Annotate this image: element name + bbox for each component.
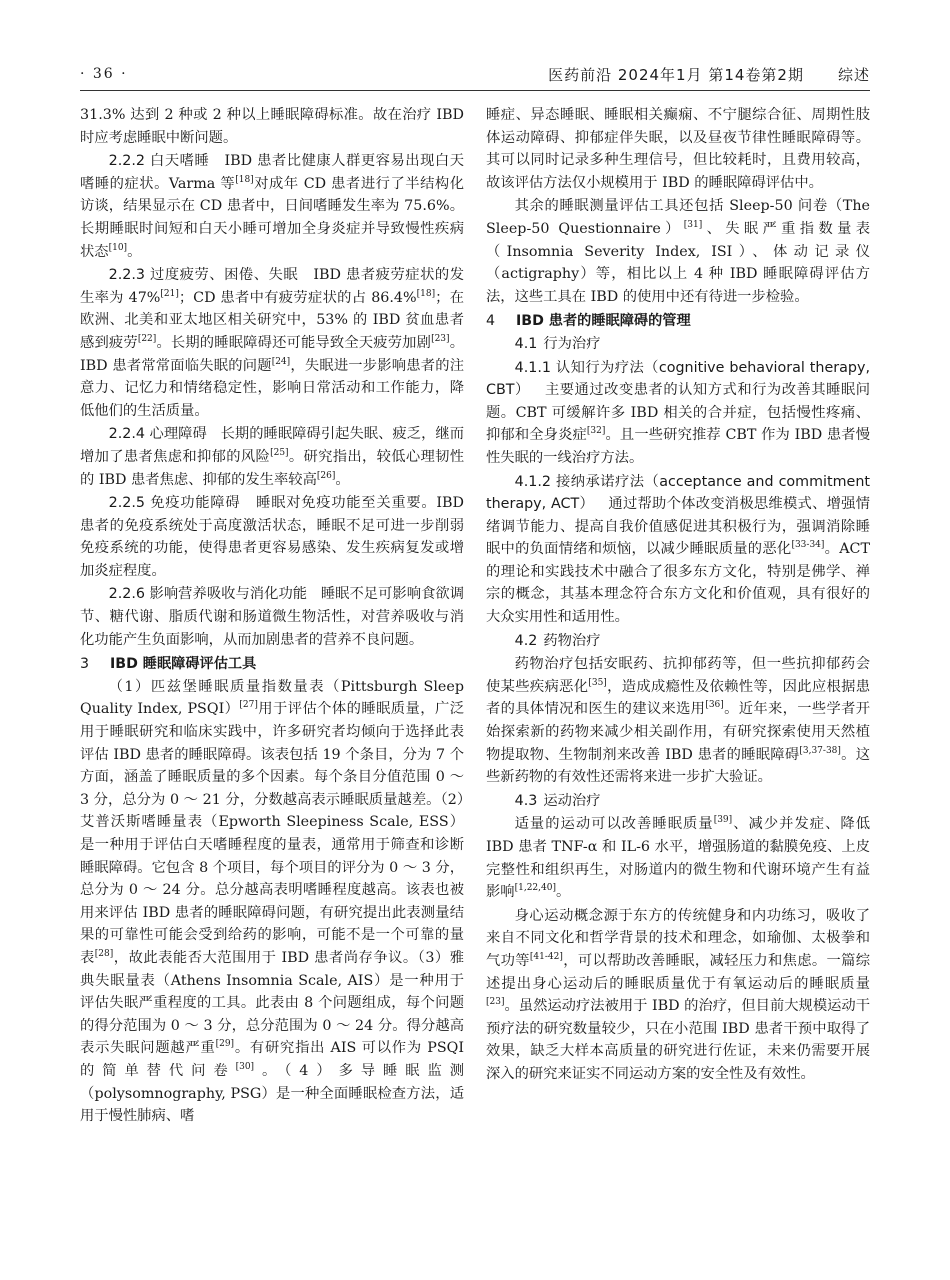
running-header [548,64,870,85]
subsection-heading: 2.2.5 免疫功能障碍 [108,495,241,512]
section-4-1-1: 4.1.1 认知行为疗法（cognitive behavioral therapy, CBT） 主要通过改变患者的认知方式和行为改善其睡眠问题。CBT 可缓解许多 IBD 相关的合并症，包括慢性疼痛、抑郁和全身炎症[32]。且一些研究推荐 CBT 作为 IBD 患者慢性失眠的一线治疗方法。 [486,359,871,466]
section-2-2-3: 2.2.3 过度疲劳、困倦、失眠 IBD 患者疲劳症状的发生率为 47%[21]；CD 患者中有疲劳症状的占 86.4%[18]；在欧洲、北美和亚太地区相关研究中，53% 的 IBD 贫血患者感到疲劳[22]。长期的睡眠障碍还可能导致全天疲劳加剧[23]。IBD 患者常常面临失眠的问题[24]，失眠进一步影响患者的注意力、记忆力和情绪稳定性，影响日常活动和工作能力，降低他们的生活质量。 [80,267,464,419]
citation: [32] [586,426,606,437]
section-2-2-2: 2.2.2 白天嗜睡 IBD 患者比健康人群更容易出现白天嗜睡的症状。Varma 等[18]对成年 CD 患者进行了半结构化访谈，结果显示在 CD 患者中，日间嗜睡发生率为 75.6%。长期睡眠时间短和白天小睡可增加全身炎症并导致慢性疾病状态[10]。 [80,153,464,260]
paragraph: 31.3% 达到 2 种或 2 种以上睡眠障碍标准。故在治疗 IBD 时应考虑睡眠中断问题。 [80,107,464,146]
citation: [36] [705,700,724,711]
paragraph: 其余的睡眠测量评估工具还包括 Sleep-50 问卷（The Sleep-50 Questionnaire）[31]、失眠严重指数量表（Insomnia Severity Index, ISI）、体动记录仪（actigraphy）等，相比以上 4 种 IBD 睡眠障碍评估方法，这些工具在 IBD 的使用中还有待进一步检验。 [486,198,871,305]
section-4-2-heading: 4.2 药物治疗 [514,632,601,649]
paragraph: 睡症、异态睡眠、睡眠相关癫痫、不宁腿综合征、周期性肢体运动障碍、抑郁症伴失眠，以及昼夜节律性睡眠障碍等。其可以同时记录多种生理信号，但比较耗时，且费用较高，故该评估方法仅小规模用于 IBD 的睡眠障碍评估中。 [486,107,870,191]
citation: [35] [588,677,607,688]
subsection-heading: 2.2.2 白天嗜睡 [108,153,210,170]
citation: [18] [416,288,436,299]
citation: [29] [215,1039,235,1050]
citation: [26] [316,470,336,481]
section-4-2-paragraph: 药物治疗包括安眠药、抗抑郁药等，但一些抗抑郁药会使某些疾病恶化[35]，造成成瘾性及依赖性等，因此应根据患者的具体情况和医生的建议来选用[36]。近年来，一些学者开始探索新的药物来减少相关副作用，有研究探索使用天然植物提取物、生物制剂来改善 IBD 患者的睡眠障碍[3,37-38]。这些新药物的有效性还需将来进一步扩大验证。 [486,656,871,786]
subsection-heading: 4.1.2 接纳承诺疗法（acceptance and commitment therapy, ACT） [486,473,870,513]
citation: [28] [94,948,114,959]
citation: [39] [713,815,733,826]
citation: [21] [160,288,179,299]
citation: [23] [486,997,505,1008]
subsection-heading: 2.2.3 过度疲劳、困倦、失眠 [108,267,299,284]
citation: [30] [235,1061,255,1072]
section-4-3-heading: 4.3 运动治疗 [514,792,601,809]
section-4-3-paragraph: 适量的运动可以改善睡眠质量[39]、减少并发症、降低 IBD 患者 TNF-α 和 IL-6 水平，增强肠道的黏膜免疫、上皮完整性和组织再生，对肠道内的微生物和代谢环境产生有益影响[1,22,40]。 [486,815,871,901]
section-4-heading: 4 IBD 患者的睡眠障碍的管理 [486,313,691,330]
citation: [3,37-38] [799,745,841,756]
section-2-2-6: 2.2.6 影响营养吸收与消化功能 睡眠不足可影响食欲调节、糖代谢、脂质代谢和肠道微生物活性，对营养吸收与消化功能产生负面影响，从而加剧患者的营养不良问题。 [80,586,465,648]
right-column [486,104,870,1086]
citation: [1,22,40] [514,883,556,894]
section-2-2-5: 2.2.5 免疫功能障碍 睡眠对免疫功能至关重要。IBD 患者的免疫系统处于高度激活状态，睡眠不足可进一步削弱免疫系统的功能，使得患者更容易感染、发生疾病复发或增加炎症程度。 [80,495,465,579]
citation: [27] [239,700,258,711]
subsection-heading: 2.2.4 心理障碍 [108,426,207,443]
citation: [25] [270,447,289,458]
section-3-heading: 3 IBD 睡眠障碍评估工具 [80,656,257,673]
section-label: 综述 [837,66,870,84]
left-column [80,104,464,1128]
section-4-1-2: 4.1.2 接纳承诺疗法（acceptance and commitment therapy, ACT） 通过帮助个体改变消极思维模式、增强情绪调节能力、提高自我价值感促进其积极行为，强调消除睡眠中的负面情绪和烦恼，以减少睡眠质量的恶化[33-34]。ACT 的理论和实践技术中融合了很多东方文化，特别是佛学、禅宗的概念，其基本理念符合东方文化和价值观，具有很好的大众实用性和适用性。 [486,473,871,626]
journal-name: 医药前沿 [548,66,613,84]
header-rule [80,90,870,91]
section-3-paragraph: （1）匹兹堡睡眠质量指数量表（Pittsburgh Sleep Quality Index, PSQI）[27]用于评估个体的睡眠质量，广泛用于睡眠研究和临床实践中，许多研究者均倾向于选择此表评估 IBD 患者的睡眠障碍。该表包括 19 个条目，分为 7 个方面，涵盖了睡眠质量的多个因素。每个条目分值范围 0 ～ 3 分，总分为 0 ～ 21 分，分数越高表示睡眠质量越差。（2）艾普沃斯嗜睡量表（Epworth Sleepiness Scale, ESS）是一种用于评估白天嗜睡程度的量表，通常用于筛查和诊断睡眠障碍。它包含 8 个项目，每个项目的评分为 0 ～ 3 分，总分为 0 ～ 24 分。总分越高表明嗜睡程度越高。该表也被用来评估 IBD 患者的睡眠障碍问题，有研究提出此表测量结果的可靠性可能会受到给药的影响，可能不是一个可靠的量表[28]，故此表能否大范围用于 IBD 患者尚存争议。（3）雅典失眠量表（Athens Insomnia Scale, AIS）是一种用于评估失眠严重程度的工具。此表由 8 个问题组成，每个问题的得分范围为 0 ～ 3 分，总分范围为 0 ～ 24 分。得分越高表示失眠问题越严重[29]。有研究指出 AIS 可以作为 PSQI 的简单替代问卷[30]。（4）多导睡眠监测（polysomnography, PSG）是一种全面睡眠检查方法，适用于慢性肺病、嗜 [80,678,465,1125]
citation: [23] [431,333,450,344]
page-number: · 36 · [80,66,128,82]
issue-info: 2024年1月 第14卷第2期 [617,66,804,84]
section-4-3-paragraph-2: 身心运动概念源于东方的传统健身和内功练习，吸收了来自不同文化和哲学背景的技术和理念，如瑜伽、太极拳和气功等[41-42]，可以帮助改善睡眠，减轻压力和焦虑。一篇综述提出身心运动后的睡眠质量优于有氧运动后的睡眠质量[23]。虽然运动疗法被用于 IBD 的治疗，但目前大规模运动干预疗法的研究数量较少，只在小范围 IBD 患者干预中取得了效果，缺乏大样本高质量的研究进行佐证，未来仍需要开展深入的研究来证实不同运动方案的安全性及有效性。 [486,907,871,1082]
subsection-heading: 2.2.6 影响营养吸收与消化功能 [108,586,308,603]
citation: [22] [137,333,157,344]
section-2-2-4: 2.2.4 心理障碍 长期的睡眠障碍引起失眠、疲乏，继而增加了患者焦虑和抑郁的风险[25]。研究指出，较低心理韧性的 IBD 患者焦虑、抑郁的发生率较高[26]。 [80,426,465,488]
subsection-heading: 4.1.1 认知行为疗法（cognitive behavioral therapy, CBT） [486,359,870,399]
citation: [33-34] [791,540,825,551]
citation: [31] [683,219,703,230]
section-4-1-heading: 4.1 行为治疗 [514,335,601,352]
citation: [24] [271,356,291,367]
citation: [18] [235,174,254,185]
citation: [41-42] [529,951,563,962]
citation: [10] [108,242,128,253]
